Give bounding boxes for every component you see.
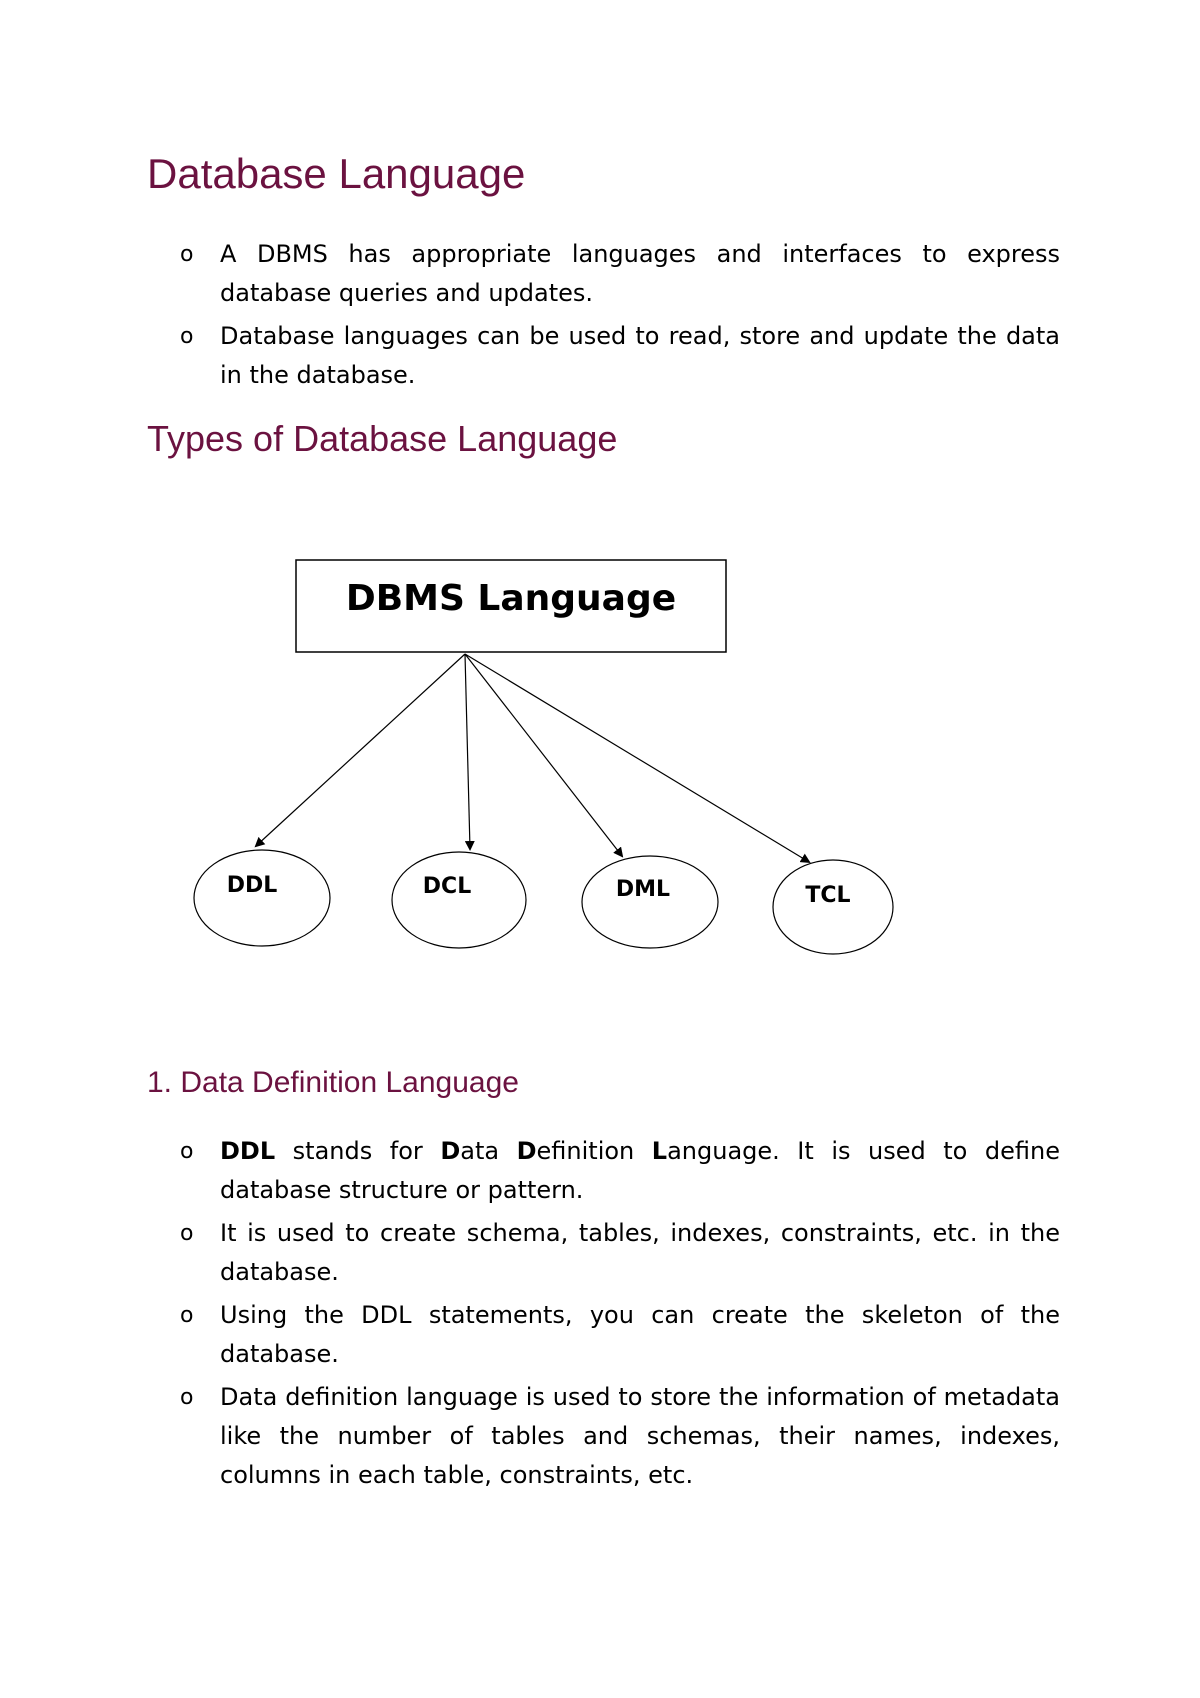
bullet-marker: o: [180, 1221, 194, 1246]
initial-d-definition: D: [516, 1137, 537, 1165]
arrow-to-dcl: [465, 654, 470, 849]
bullet-marker: o: [180, 1139, 194, 1164]
bullet-marker: o: [180, 1385, 194, 1410]
intro-bullet-list: [180, 235, 1060, 399]
node-dcl-label: DCL: [422, 874, 472, 899]
initial-l-language: L: [651, 1137, 668, 1165]
node-dcl-ellipse: [392, 852, 526, 948]
bullet-text: It is used to create schema, tables, indexes, constraints, etc. in the database.: [220, 1219, 1060, 1286]
ddl-abbrev: DDL: [220, 1137, 276, 1165]
ddl-bullet-list: [180, 1132, 1060, 1499]
bullet-text: Database languages can be used to read, store and update the data in the database.: [220, 322, 1060, 389]
arrow-to-tcl: [465, 654, 809, 862]
list-item: [180, 1214, 1060, 1292]
word-ata: ata: [460, 1137, 517, 1165]
page-title: Database Language: [147, 150, 526, 197]
list-item: [180, 235, 1060, 313]
bullet-marker: o: [180, 1303, 194, 1328]
bullet-text: Data definition language is used to store the information of metadata like the number of tables and schemas, their names, indexes, columns in each table, constraints, etc.: [220, 1383, 1060, 1489]
bullet-text: Using the DDL statements, you can create the skeleton of the database.: [220, 1301, 1060, 1368]
list-item: [180, 1296, 1060, 1374]
dbms-language-diagram: [180, 550, 920, 960]
arrow-to-dml: [465, 654, 622, 856]
bullet-marker: o: [180, 242, 194, 267]
stands-for-text: stands for: [275, 1137, 441, 1165]
node-ddl-ellipse: [194, 850, 330, 946]
list-item: [180, 317, 1060, 395]
root-node-label: DBMS Language: [345, 578, 677, 619]
node-dml-ellipse: [582, 856, 718, 948]
node-ddl-label: DDL: [226, 873, 278, 898]
node-tcl-label: TCL: [805, 883, 851, 908]
rest-text: anguage. It is used to define database structure or pattern.: [220, 1137, 1060, 1204]
word-efinition: efinition: [536, 1137, 652, 1165]
node-dml-label: DML: [615, 877, 671, 902]
section-heading-types: Types of Database Language: [147, 418, 618, 459]
list-item: [180, 1378, 1060, 1495]
bullet-text: A DBMS has appropriate languages and interfaces to express database queries and updates.: [220, 240, 1060, 307]
initial-d-data: D: [440, 1137, 461, 1165]
section-heading-ddl: 1. Data Definition Language: [147, 1066, 519, 1099]
diagram-svg: [180, 550, 920, 960]
bullet-marker: o: [180, 324, 194, 349]
bullet-text: [220, 1137, 1060, 1204]
arrow-to-ddl: [256, 654, 465, 846]
list-item: [180, 1132, 1060, 1210]
